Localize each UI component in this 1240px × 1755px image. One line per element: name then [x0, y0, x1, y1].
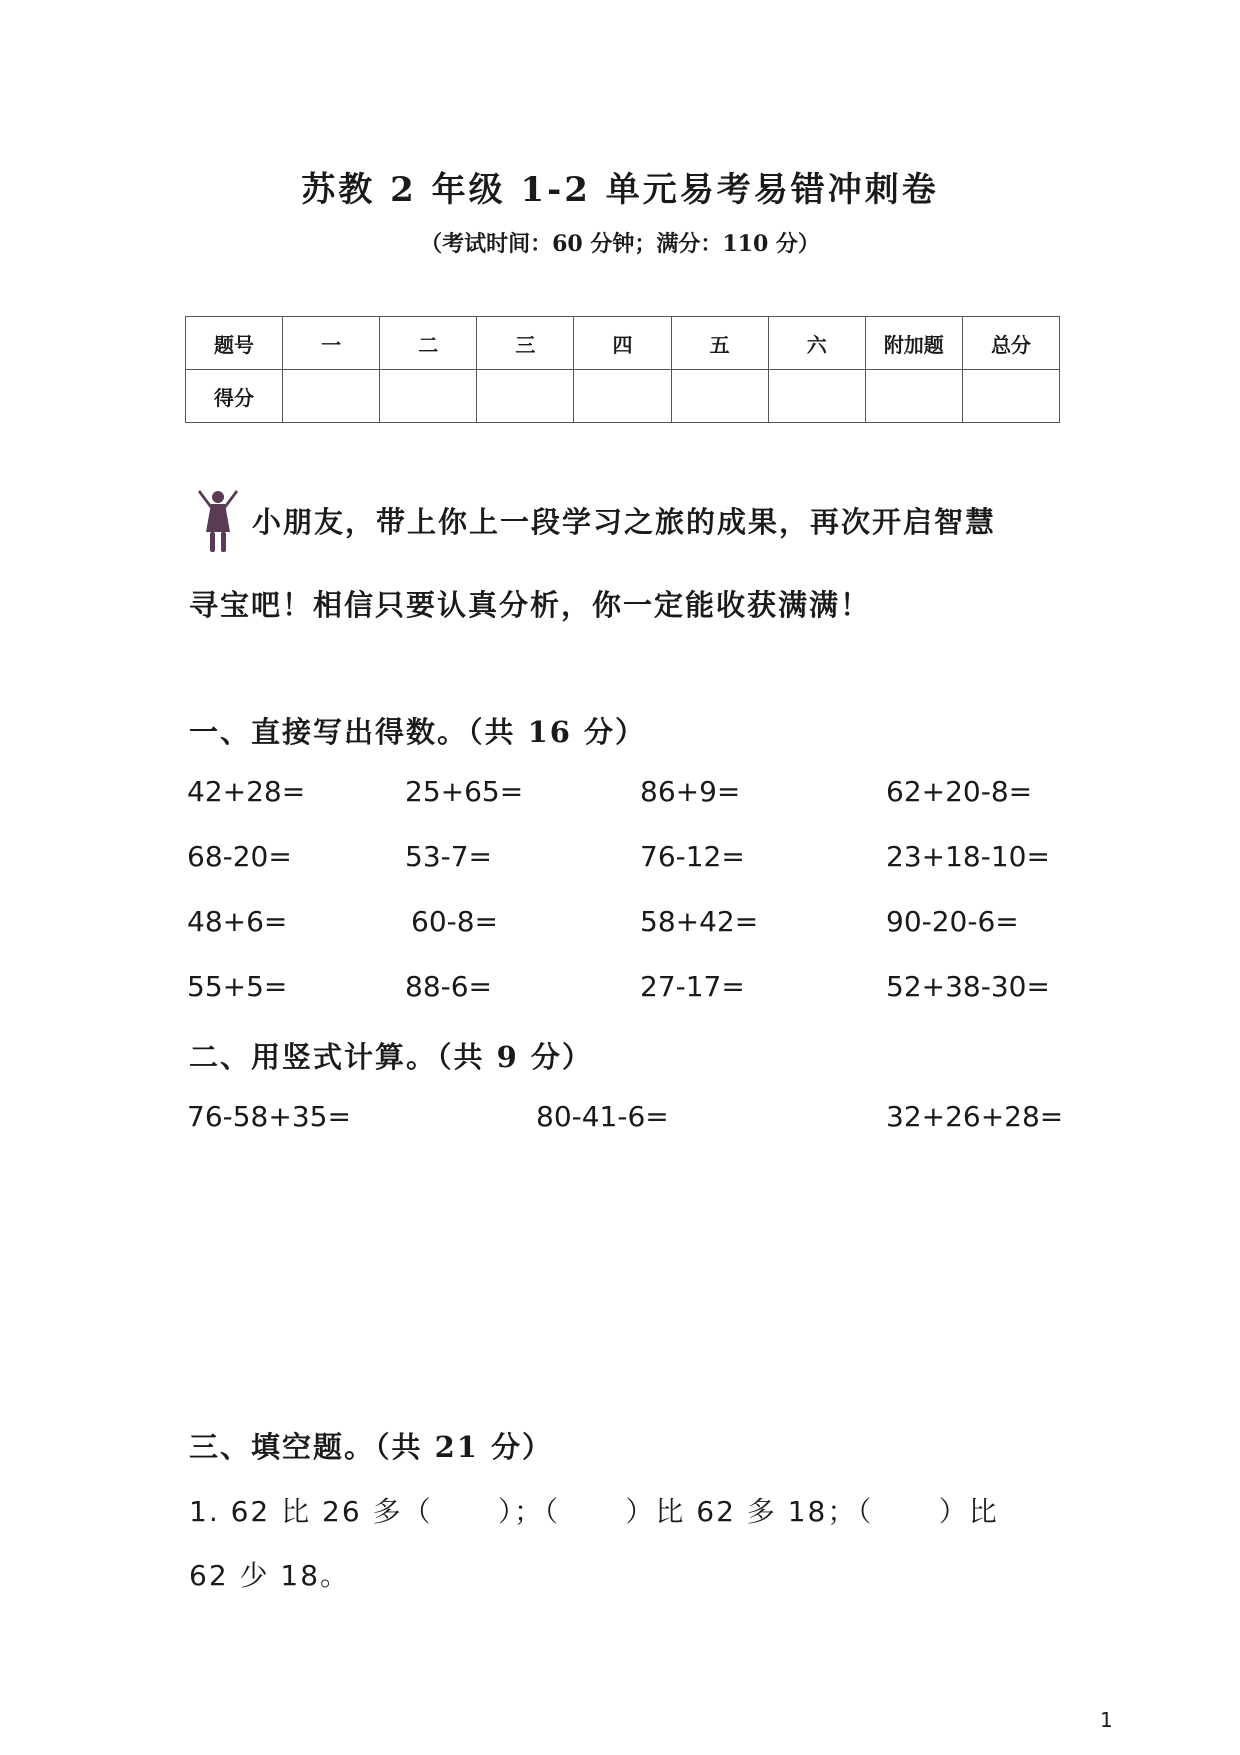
fill-blank-question-1-cont: 62 少 18。 [189, 1559, 351, 1592]
score-header-cell: 一 [283, 317, 380, 370]
arithmetic-problem: 62+20-8= [886, 775, 1033, 808]
section-3-heading: 三、填空题。（共 21 分） [189, 1430, 554, 1464]
arithmetic-problem: 86+9= [640, 775, 741, 808]
fill-blank-question-1: 1. 62 比 26 多（ ）；（ ）比 62 多 18；（ ）比 [189, 1495, 999, 1528]
arithmetic-problem: 25+65= [405, 775, 524, 808]
score-cell[interactable] [380, 370, 477, 423]
score-cell[interactable] [671, 370, 768, 423]
score-header-cell: 四 [574, 317, 671, 370]
score-cell[interactable] [477, 370, 574, 423]
score-cell[interactable] [865, 370, 962, 423]
score-table [185, 316, 1060, 423]
girl-figure [198, 490, 238, 552]
arithmetic-problem: 48+6= [187, 905, 288, 938]
vertical-calc-problem: 80-41-6= [536, 1100, 669, 1133]
vertical-calc-problem: 76-58+35= [187, 1100, 351, 1133]
arithmetic-problem: 68-20= [187, 840, 292, 873]
page-title: 苏教 2 年级 1-2 单元易考易错冲刺卷 [301, 170, 939, 210]
exam-info: （考试时间：60 分钟；满分：110 分） [420, 231, 820, 257]
score-cell[interactable] [962, 370, 1059, 423]
intro-line-2: 寻宝吧！相信只要认真分析，你一定能收获满满！ [189, 588, 872, 622]
score-row-label: 得分 [186, 370, 283, 423]
arithmetic-problem: 58+42= [640, 905, 759, 938]
score-header-cell: 六 [768, 317, 865, 370]
score-header-cell: 总分 [962, 317, 1059, 370]
score-header-cell: 五 [671, 317, 768, 370]
arithmetic-problem: 88-6= [405, 970, 493, 1003]
arithmetic-problem: 52+38-30= [886, 970, 1050, 1003]
page-number: 1 [1100, 1708, 1113, 1732]
arithmetic-problem: 27-17= [640, 970, 745, 1003]
arithmetic-problem: 55+5= [187, 970, 288, 1003]
girl-cheering-icon [196, 488, 240, 554]
score-table-score-row [186, 370, 1060, 423]
score-header-cell: 二 [380, 317, 477, 370]
score-cell[interactable] [283, 370, 380, 423]
score-cell[interactable] [574, 370, 671, 423]
vertical-calc-problem: 32+26+28= [886, 1100, 1064, 1133]
intro-line-1: 小朋友，带上你上一段学习之旅的成果，再次开启智慧 [252, 505, 997, 539]
arithmetic-problem: 53-7= [405, 840, 493, 873]
arithmetic-problem: 42+28= [187, 775, 306, 808]
score-header-cell: 附加题 [865, 317, 962, 370]
arithmetic-problem: 76-12= [640, 840, 745, 873]
section-1-heading: 一、直接写出得数。（共 16 分） [189, 715, 647, 749]
section-2-heading: 二、用竖式计算。（共 9 分） [189, 1040, 593, 1074]
score-header-cell: 题号 [186, 317, 283, 370]
score-cell[interactable] [768, 370, 865, 423]
arithmetic-problem: 60-8= [411, 905, 499, 938]
arithmetic-problem: 23+18-10= [886, 840, 1050, 873]
score-header-cell: 三 [477, 317, 574, 370]
arithmetic-problem: 90-20-6= [886, 905, 1019, 938]
score-table-header-row [186, 317, 1060, 370]
